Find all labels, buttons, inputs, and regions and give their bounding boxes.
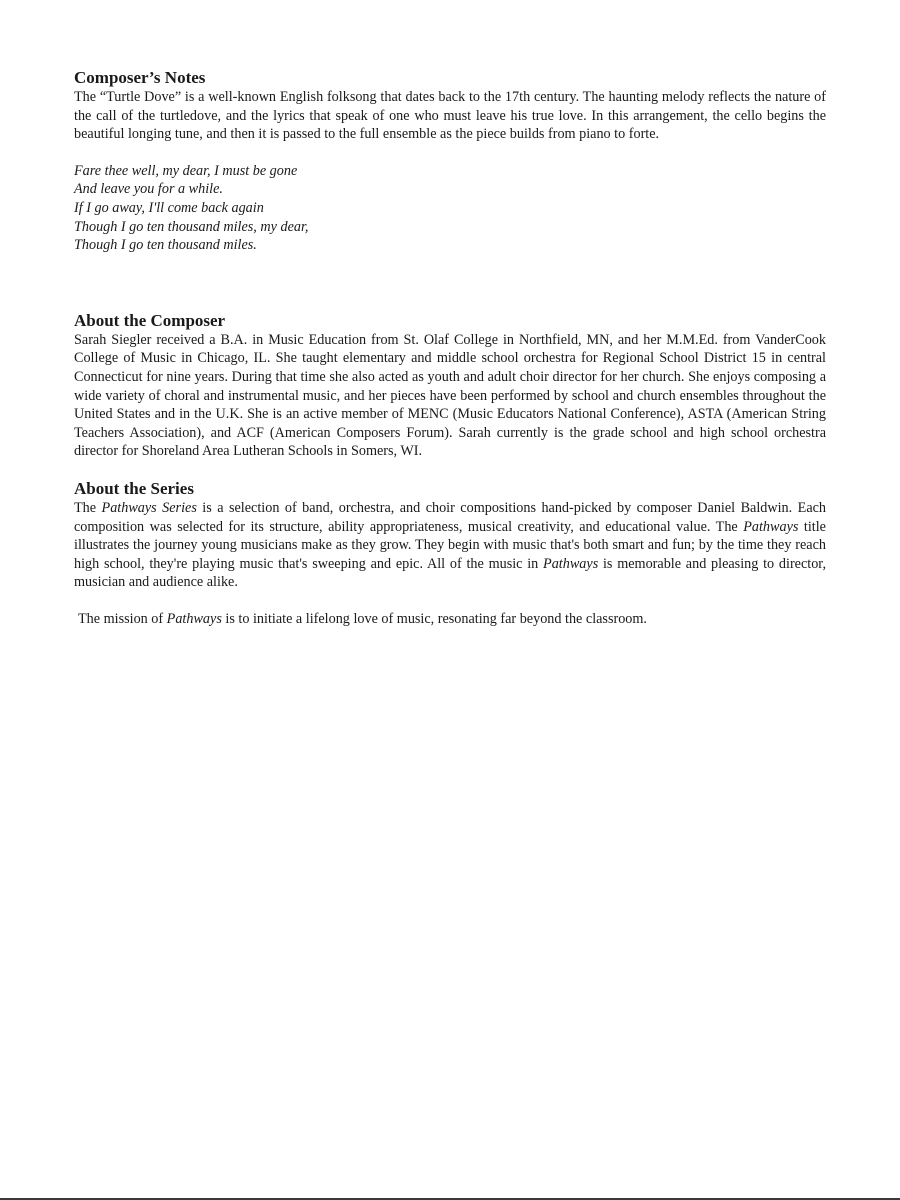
text-run: is to initiate a lifelong love of music, resonating far beyond the classroom.: [221, 610, 647, 627]
composers-notes-section: [74, 68, 826, 255]
text-run: is memorable and pleasing to director, musician and audience alike.: [74, 555, 827, 591]
pathways-emphasis: Pathways: [543, 555, 599, 572]
mission-statement: [74, 610, 826, 629]
poem-line: Though I go ten thousand miles, my dear,: [74, 218, 309, 235]
text-run: The: [74, 499, 102, 516]
about-composer-section: [74, 311, 826, 461]
about-series-section: [74, 479, 826, 629]
composers-notes-body: The “Turtle Dove” is a well-known English folksong that dates back to the 17th century. The haunting melody reflects the nature of the call of the turtledove, and the lyrics that speak of one who must leave his true love. In this arrangement, the cello begins the beautiful longing tune, and then it is passed to the full ensemble as the piece builds from piano to forte.: [74, 89, 826, 143]
about-series-body: [74, 499, 826, 592]
poem-line: If I go away, I'll come back again: [74, 199, 264, 216]
poem-lyrics: [74, 162, 826, 255]
pathways-emphasis: Pathways: [166, 610, 222, 627]
pathways-series-emphasis: Pathways Series: [101, 499, 197, 516]
document-page: [74, 68, 826, 628]
poem-line: Though I go ten thousand miles.: [74, 237, 257, 254]
text-run: title illustrates the journey young musicians make as they grow. They begin with music that's both smart and fun; by the time they reach high school, they're playing music that's sweeping and epic. All of the music in: [74, 518, 826, 572]
poem-line: And leave you for a while.: [74, 181, 223, 198]
text-run: is a selection of band, orchestra, and choir compositions hand-picked by composer Daniel Baldwin. Each composition was selected for its structure, ability appropriateness, musical creativity, and educational value. The: [74, 499, 827, 535]
about-composer-body: Sarah Siegler received a B.A. in Music Education from St. Olaf College in Northfield, MN, and her M.M.Ed. from VanderCook College of Music in Chicago, IL. She taught elementary and middle school orchestra for Regional School District 15 in central Connecticut for nine years. During that time she also acted as youth and adult choir director for her church. She enjoys composing a wide variety of choral and instrumental music, and her pieces have been performed by school and church ensembles throughout the United States and in the U.K. She is an active member of MENC (Music Educators National Conference), ASTA (American String Teachers Association), and ACF (American Composers Forum). Sarah currently is the grade school and high school orchestra director for Shoreland Area Lutheran Schools in Somers, WI.: [74, 331, 826, 460]
about-composer-heading: About the Composer: [74, 310, 226, 330]
text-run: The mission of: [78, 610, 167, 627]
poem-line: Fare thee well, my dear, I must be gone: [74, 162, 298, 179]
composers-notes-heading: Composer’s Notes: [74, 68, 206, 87]
about-series-heading: About the Series: [74, 478, 194, 498]
pathways-emphasis: Pathways: [743, 518, 799, 535]
